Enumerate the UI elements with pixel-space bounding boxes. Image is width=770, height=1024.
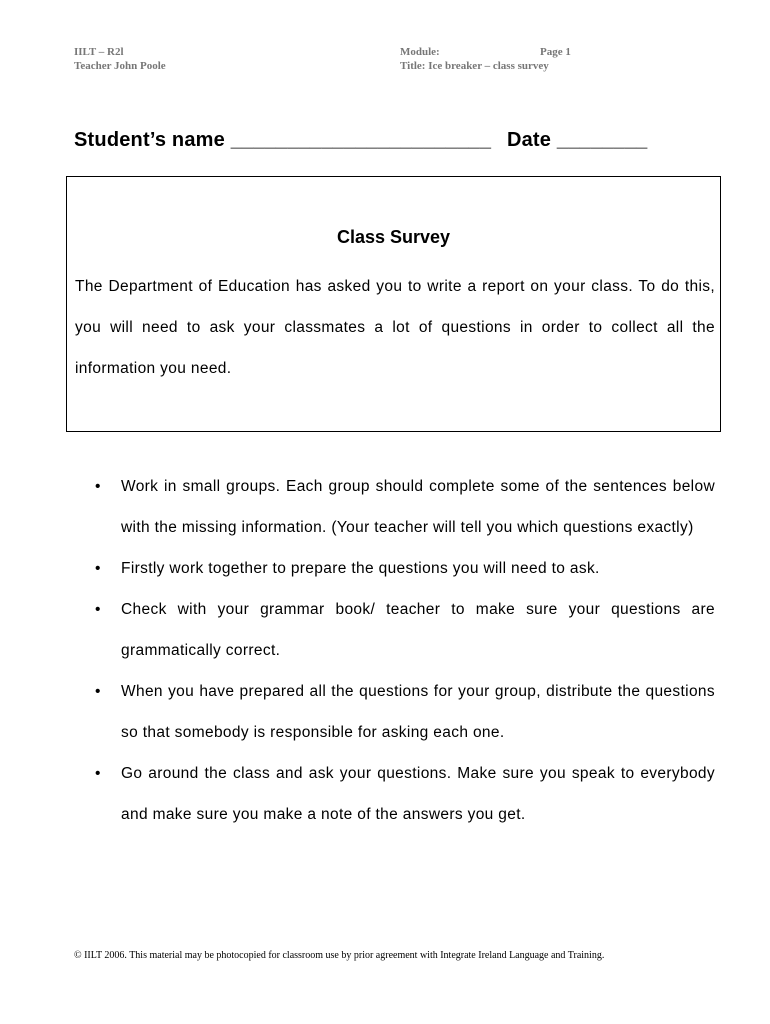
header-teacher: Teacher John Poole — [74, 60, 166, 72]
header-module-row — [400, 45, 571, 59]
instruction-text: Go around the class and ask your questions. Make sure you speak to everybody and make sure you make a note of the answers you get. — [121, 765, 715, 823]
instruction-text: Check with your grammar book/ teacher to make sure your questions are grammatically correct. — [121, 601, 715, 659]
header-module-label: Module: — [400, 46, 440, 58]
instruction-text: When you have prepared all the questions for your group, distribute the questions so that somebody is responsible for asking each one. — [121, 683, 715, 741]
instruction-item — [95, 671, 715, 753]
date-label: Date — [506, 129, 552, 151]
student-info-line — [74, 129, 714, 152]
bullet-icon: • — [95, 560, 101, 577]
instruction-item — [95, 466, 715, 548]
bullet-icon: • — [95, 601, 101, 618]
header-title: Title: Ice breaker – class survey — [400, 60, 549, 72]
header-left — [74, 45, 166, 73]
date-blank: ________ — [556, 129, 648, 151]
header-code: IILT – R2l — [74, 46, 124, 58]
bullet-icon: • — [95, 478, 101, 495]
header-right — [400, 45, 571, 73]
survey-intro: The Department of Education has asked you to write a report on your class. To do this, you will need to ask your classmates a lot of questions in order to collect all the information you need. — [75, 278, 715, 377]
instruction-list — [95, 466, 715, 835]
instruction-item — [95, 548, 715, 589]
student-name-blank: _______________________ — [230, 129, 492, 151]
survey-box — [66, 176, 721, 432]
instruction-text: Firstly work together to prepare the questions you will need to ask. — [121, 560, 600, 577]
instruction-text: Work in small groups. Each group should complete some of the sentences below with the missing information. (Your teacher will tell you which questions exactly) — [121, 478, 715, 536]
bullet-icon: • — [95, 765, 101, 782]
student-name-label: Student’s name — [74, 129, 225, 151]
instruction-item — [95, 753, 715, 835]
header-page-number: Page 1 — [540, 46, 571, 58]
bullet-icon: • — [95, 683, 101, 700]
survey-title: Class Survey — [336, 227, 451, 247]
copyright-footer: © IILT 2006. This material may be photocopied for classroom use by prior agreement with Integrate Ireland Language and Training. — [74, 950, 605, 961]
instruction-item — [95, 589, 715, 671]
